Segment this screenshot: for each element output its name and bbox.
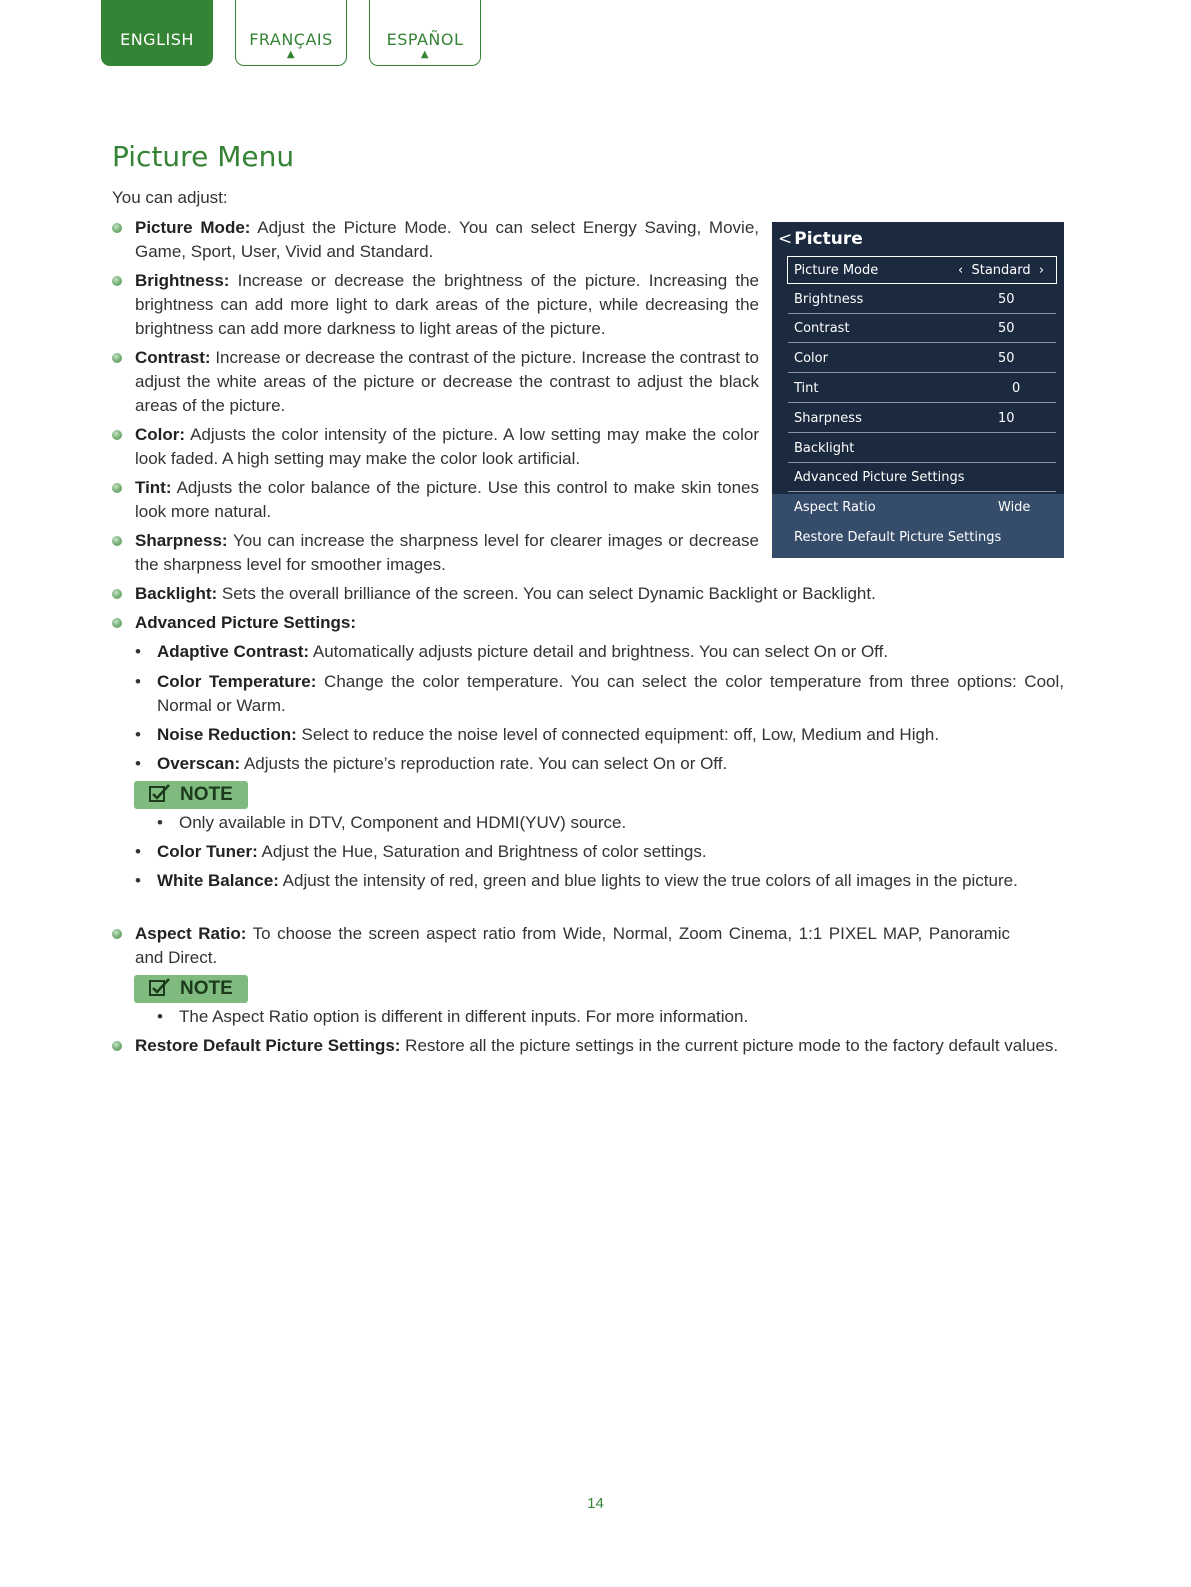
intro-text: You can adjust: [112,188,228,207]
desc-overscan: Adjusts the picture’s reproduction rate. You can select On or Off. [240,754,728,773]
note-badge [134,781,248,809]
menu-item-brightness[interactable] [788,286,1056,314]
note-item [157,1005,748,1029]
sub-list-item [135,640,1064,664]
bullet-icon [112,353,122,363]
bullet-row-aspect-ratio [112,922,1010,970]
bullet-row-restore [112,1034,1064,1058]
menu-item-aspect-ratio[interactable] [788,494,1056,522]
tab-english-label: ENGLISH [120,30,194,49]
list-item [112,1034,1064,1058]
desc-sharpness: You can increase the sharpness level for clearer images or decrease the sharpness level for smoother images. [135,531,759,574]
term-picture-mode: Picture Mode: [135,218,251,237]
tab-english[interactable] [101,0,213,66]
bullet-icon: • [135,672,141,691]
menu-item-value: 50 [998,292,1015,307]
menu-item-value: Wide [998,500,1031,515]
term-sharpness: Sharpness: [135,531,228,550]
bullet-icon: • [157,1007,163,1026]
bullet-icon: • [135,754,141,773]
list-item [112,611,1064,635]
note-label: NOTE [180,978,233,999]
desc-contrast: Increase or decrease the contrast of the picture. Increase the contrast to adjust the white areas of the picture or decrease the contrast to adjust the black areas of the picture. [135,348,759,415]
menu-item-label: Sharpness [794,411,862,426]
bullet-row-advanced [112,611,1064,635]
list-item [112,269,759,341]
term-color-tuner: Color Tuner: [157,842,258,861]
sub-list-item [135,752,1064,776]
sub-list-item [135,840,1064,864]
note-label: NOTE [180,784,233,805]
menu-title: Picture [794,229,863,249]
list-item [112,922,1010,970]
term-brightness: Brightness: [135,271,230,290]
bullet-icon [112,276,122,286]
desc-noise-reduction: Select to reduce the noise level of connected equipment: off, Low, Medium and High. [296,725,940,744]
tab-francais[interactable] [235,0,347,66]
bullet-row-backlight [112,582,1064,606]
check-box-icon [148,977,172,997]
desc-aspect-ratio: To choose the screen aspect ratio from Wide, Normal, Zoom Cinema, 1:1 PIXEL MAP, Panoramic and Direct. [135,924,1010,967]
page-title: Picture Menu [112,140,295,173]
tv-picture-menu [772,222,1064,558]
picture-mode-value: Standard [971,263,1031,278]
bullet-icon [112,1041,122,1051]
menu-item-picture-mode[interactable] [787,256,1057,284]
bullet-icon [112,483,122,493]
list-item [112,582,1064,606]
note-item [157,811,626,835]
note-overscan-text: Only available in DTV, Component and HDMI(YUV) source. [179,813,627,832]
menu-item-sharpness[interactable] [788,405,1056,433]
menu-item-value [958,257,1044,285]
note-aspect-text: The Aspect Ratio option is different in different inputs. For more information. [179,1007,749,1026]
list-item [112,529,759,577]
term-color: Color: [135,425,186,444]
menu-item-value: 10 [998,411,1015,426]
desc-color: Adjusts the color intensity of the picture. A low setting may make the color look faded. A high setting may make the color look artificial. [135,425,759,468]
desc-tint: Adjusts the color balance of the picture. Use this control to make skin tones look more natural. [135,478,759,521]
bullet-list-top [112,216,759,577]
menu-item-restore-default[interactable] [788,524,1056,552]
desc-backlight: Sets the overall brilliance of the screen. You can select Dynamic Backlight or Backlight. [217,584,876,603]
desc-restore: Restore all the picture settings in the current picture mode to the factory default values. [400,1036,1059,1055]
tab-francais-label: FRANÇAIS [249,30,333,49]
term-noise-reduction: Noise Reduction: [157,725,297,744]
menu-item-label: Color [794,351,828,366]
desc-white-balance: Adjust the intensity of red, green and blue lights to view the true colors of all images in the picture. [278,871,1018,890]
note-badge [134,975,248,1003]
menu-item-advanced[interactable] [788,464,1056,492]
term-adaptive-contrast: Adaptive Contrast: [157,642,310,661]
menu-item-label: Picture Mode [794,263,879,278]
desc-picture-mode: Adjust the Picture Mode. You can select Energy Saving, Movie, Game, Sport, User, Vivid and Standard. [135,218,760,261]
bullet-icon [112,430,122,440]
bullet-icon [112,589,122,599]
menu-item-tint[interactable] [788,375,1056,403]
sub-list-item [135,670,1064,718]
list-item [112,476,759,524]
bullet-icon [112,223,122,233]
bullet-icon [112,618,122,628]
menu-item-label: Advanced Picture Settings [794,470,965,485]
desc-color-temperature: Change the color temperature. You can select the color temperature from three options: Cool, Normal or Warm. [157,672,1064,715]
desc-color-tuner: Adjust the Hue, Saturation and Brightness of color settings. [257,842,707,861]
menu-header [772,222,1064,252]
menu-item-label: Aspect Ratio [794,500,876,515]
bullet-icon [112,929,122,939]
term-overscan: Overscan: [157,754,241,773]
term-contrast: Contrast: [135,348,211,367]
tab-espanol-label: ESPAÑOL [386,30,464,49]
menu-item-label: Restore Default Picture Settings [794,530,1002,545]
chevron-left-icon[interactable]: ‹ [958,263,964,278]
list-item [112,216,759,264]
bullet-icon: • [157,813,163,832]
menu-item-label: Backlight [794,441,855,456]
menu-item-contrast[interactable] [788,315,1056,343]
menu-item-backlight[interactable] [788,435,1056,463]
term-aspect-ratio: Aspect Ratio: [135,924,247,943]
menu-item-value: 50 [998,351,1015,366]
list-item [112,346,759,418]
up-arrow-icon: ▲ [286,49,296,60]
check-box-icon [148,783,172,803]
list-item [112,423,759,471]
menu-item-label: Tint [794,381,819,396]
tab-espanol[interactable] [369,0,481,66]
up-arrow-icon: ▲ [420,49,430,60]
bullet-icon [112,536,122,546]
sub-list-item [135,869,1064,893]
sub-list-item [135,723,1064,747]
menu-item-value: 0 [1012,381,1021,396]
page-number: 14 [587,1495,604,1512]
menu-item-value: 50 [998,321,1015,336]
bullet-icon: • [135,842,141,861]
menu-item-label: Brightness [794,292,864,307]
desc-brightness: Increase or decrease the brightness of the picture. Increasing the brightness can add more light to dark areas of the picture, while decreasing the brightness can add more darkness to light areas of the picture. [135,271,759,338]
chevron-right-icon[interactable]: › [1038,263,1045,278]
term-restore: Restore Default Picture Settings: [135,1036,401,1055]
desc-adaptive-contrast: Automatically adjusts picture detail and brightness. You can select On or Off. [309,642,889,661]
term-color-temperature: Color Temperature: [157,672,317,691]
menu-item-color[interactable] [788,345,1056,373]
chevron-left-icon[interactable]: < [778,229,793,249]
menu-item-label: Contrast [794,321,850,336]
term-backlight: Backlight: [135,584,218,603]
term-tint: Tint: [135,478,172,497]
term-white-balance: White Balance: [157,871,279,890]
bullet-icon: • [135,725,141,744]
term-advanced: Advanced Picture Settings: [135,613,357,632]
bullet-icon: • [135,642,141,661]
bullet-icon: • [135,871,141,890]
